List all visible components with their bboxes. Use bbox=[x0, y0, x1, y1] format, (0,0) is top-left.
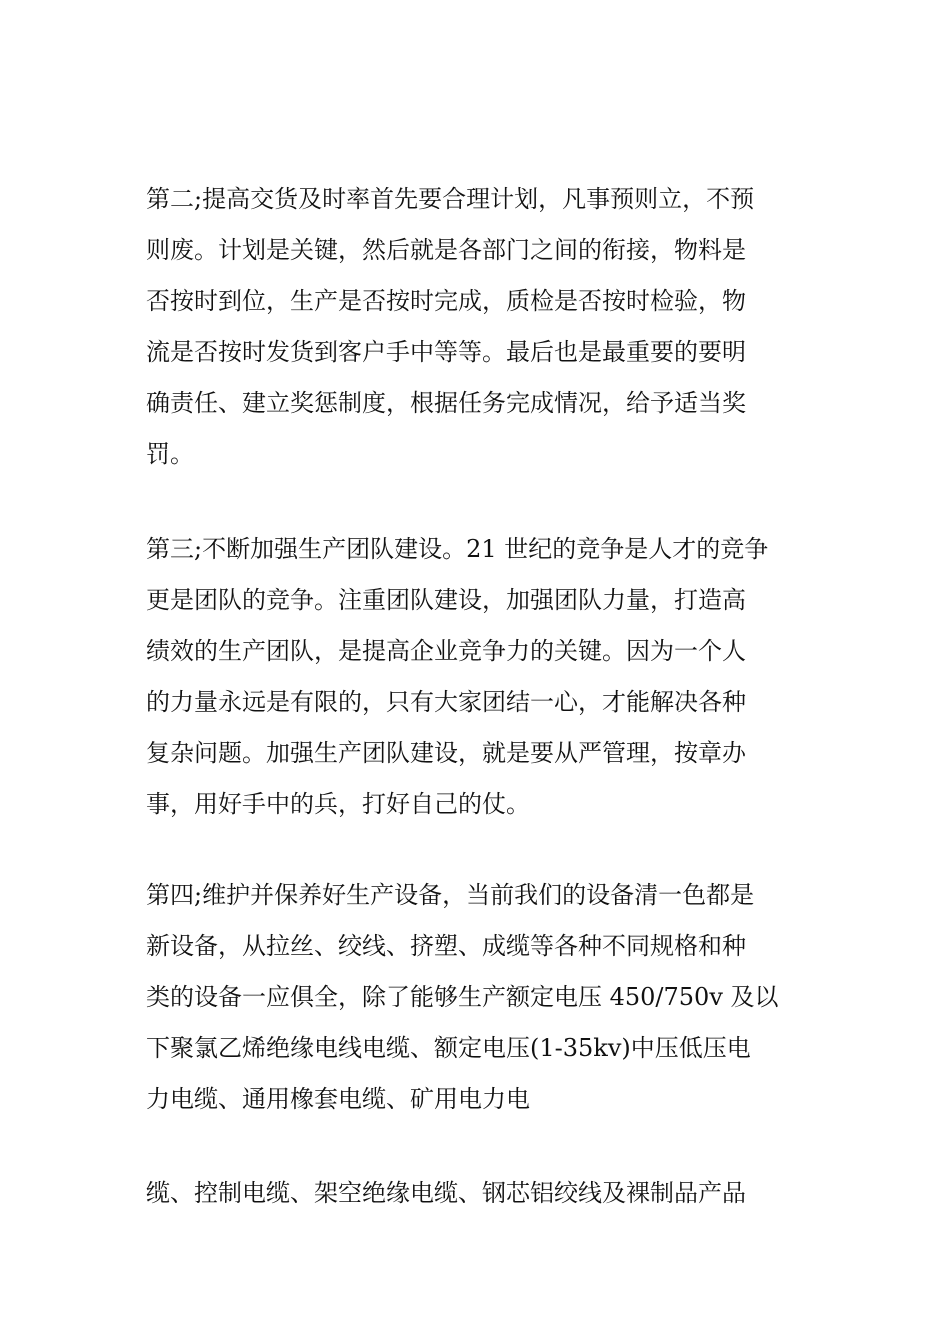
text-line: 第三;不断加强生产团队建设。21 世纪的竞争是人才的竞争 bbox=[146, 535, 769, 563]
text-line: 缆、控制电缆、架空绝缘电缆、钢芯铝绞线及裸制品产品 bbox=[146, 1179, 746, 1207]
text-line: 第二;提高交货及时率首先要合理计划，凡事预则立，不预 bbox=[146, 185, 755, 213]
text-line: 下聚氯乙烯绝缘电线电缆、额定电压(1-35kv)中压低压电 bbox=[146, 1034, 751, 1062]
text-line: 流是否按时发货到客户手中等等。最后也是最重要的要明 bbox=[146, 338, 746, 366]
text-line: 新设备，从拉丝、绞线、挤塑、成缆等各种不同规格和种 bbox=[146, 932, 746, 960]
text-line: 确责任、建立奖惩制度，根据任务完成情况，给予适当奖 bbox=[146, 389, 746, 417]
text-line: 复杂问题。加强生产团队建设，就是要从严管理，按章办 bbox=[146, 739, 746, 767]
text-line: 则废。计划是关键，然后就是各部门之间的衔接，物料是 bbox=[146, 236, 746, 264]
text-line: 事，用好手中的兵，打好自己的仗。 bbox=[146, 790, 530, 818]
text-line: 绩效的生产团队，是提高企业竞争力的关键。因为一个人 bbox=[146, 637, 746, 665]
text-line: 更是团队的竞争。注重团队建设，加强团队力量，打造高 bbox=[146, 586, 746, 614]
text-line: 力电缆、通用橡套电缆、矿用电力电 bbox=[146, 1085, 530, 1113]
paragraph-fourth bbox=[146, 870, 812, 1125]
text-line: 否按时到位，生产是否按时完成，质检是否按时检验，物 bbox=[146, 287, 746, 315]
text-line: 的力量永远是有限的，只有大家团结一心，才能解决各种 bbox=[146, 688, 746, 716]
text-line: 第四;维护并保养好生产设备，当前我们的设备清一色都是 bbox=[146, 881, 755, 909]
paragraph-continuation bbox=[146, 1168, 812, 1219]
paragraph-second bbox=[146, 174, 812, 480]
text-line: 类的设备一应俱全，除了能够生产额定电压 450/750v 及以 bbox=[146, 983, 779, 1011]
paragraph-third bbox=[146, 524, 812, 830]
text-line: 罚。 bbox=[146, 440, 194, 468]
